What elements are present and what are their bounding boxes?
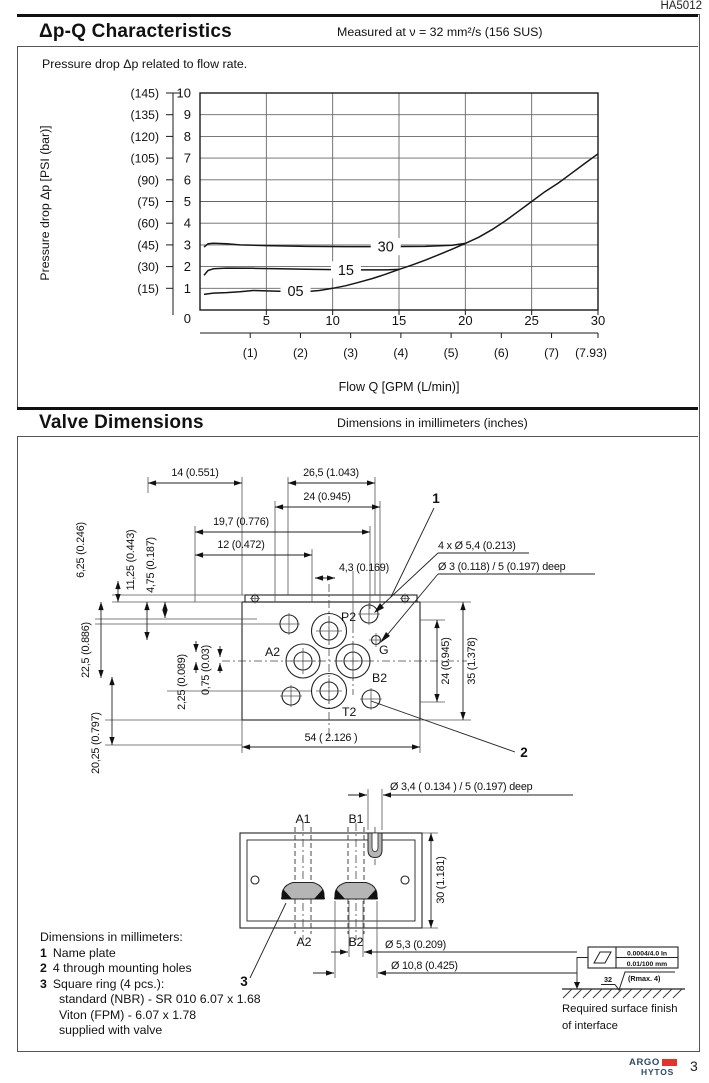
dim-26-5: 26,5 (1.043) (303, 467, 359, 479)
y-tick-psi-6: (90) (137, 173, 159, 188)
x-tick-lmin-20: 20 (458, 313, 473, 328)
port-b2-label: B2 (372, 671, 388, 685)
port-a2-circle (286, 644, 320, 678)
y-tick-bar-8: 8 (183, 128, 191, 144)
x-tick-lmin-25: 25 (524, 313, 539, 328)
y-tick-bar-2: 2 (183, 259, 191, 275)
side-view (240, 781, 577, 989)
port-t2-circle (312, 674, 347, 709)
section-header-valve (17, 407, 698, 437)
port-a1-label: A1 (295, 812, 311, 826)
x-tick-gpm-2: (2) (292, 346, 308, 360)
y-tick-bar-1: 1 (183, 280, 191, 296)
y-tick-bar-5: 5 (183, 194, 191, 209)
y-tick-psi-2: (30) (137, 260, 159, 275)
y-tick-bar-6: 6 (183, 172, 191, 188)
y-tick-bar-9: 9 (183, 107, 191, 123)
doc-code: HA5012 (660, 0, 702, 12)
dim-35: 35 (1.378) (466, 637, 478, 685)
y-tick-psi-5: (75) (137, 195, 159, 209)
x-tick-gpm-7: (7) (544, 346, 559, 360)
dim-6-25: 6,25 (0.246) (75, 522, 87, 578)
logo-text-argo: ARGO (629, 1057, 660, 1068)
dpq-measured-at: Measured at ν = 32 mm²/s (156 SUS) (337, 24, 543, 39)
callout-3: 3 (240, 974, 248, 989)
y-tick-psi-8: (120) (130, 129, 159, 144)
label-mounting-holes: 4 x Ø 5,4 (0.213) (438, 540, 516, 552)
valve-title: Valve Dimensions (39, 412, 204, 433)
dim-30: 30 (1.181) (435, 856, 447, 904)
x-tick-lmin-5: 5 (262, 313, 270, 328)
note-item-3: 3 Square ring (4 pcs.): (40, 976, 165, 991)
y-tick-psi-3: (45) (137, 238, 159, 253)
origin-label: 0 (183, 311, 191, 326)
y-tick-psi-4: (60) (137, 216, 159, 231)
curve-15 (204, 268, 399, 275)
note-item-3a: standard (NBR) - SR 010 6.07 x 1.68 (59, 992, 261, 1006)
port-p2-label: P2 (341, 610, 357, 624)
note-item-3b: Viton (FPM) - 6.07 x 1.78 (59, 1007, 197, 1022)
top-view (75, 467, 595, 774)
label-gauge-hole: Ø 3 (0.118) / 5 (0.197) deep (438, 561, 566, 573)
dim-5-3: Ø 5,3 (0.209) (385, 939, 447, 951)
surface-finish-spec (555, 944, 703, 1044)
x-tick-gpm-1: (1) (242, 346, 258, 360)
callout-1: 1 (432, 491, 440, 506)
note-item-1: 1 Name plate (40, 945, 116, 960)
roughness-value: 32 (604, 975, 612, 984)
note-item-3c: supplied with valve (59, 1023, 163, 1037)
x-tick-gpm-6: (6) (493, 346, 509, 360)
surface-row-in: 0.0004/4.0 In (626, 950, 668, 958)
callout-2: 2 (520, 745, 528, 760)
surface-row-mm: 0.01/100 mm (626, 961, 668, 968)
dim-0-75: 0,75 (0.03) (200, 644, 212, 696)
curve-05 (204, 154, 598, 295)
label-side-hole: Ø 3,4 ( 0.134 ) / 5 (0.197) deep (390, 781, 533, 793)
valve-subtitle: Dimensions in imillimeters (inches) (337, 416, 528, 430)
y-tick-bar-4: 4 (183, 215, 191, 231)
mounting-holes (278, 603, 382, 710)
dim-12: 12 (0.472) (217, 539, 265, 551)
surface-caption-1: Required surface finish (562, 1003, 678, 1015)
roughness-note: (Rmax. 4) (628, 974, 661, 983)
port-a2-label: A2 (265, 645, 281, 659)
dpq-chart (35, 85, 620, 400)
surface-caption-2: of interface (562, 1020, 618, 1032)
chart-intro: Pressure drop Δp related to flow rate. (42, 57, 248, 71)
y-tick-psi-10: (145) (130, 86, 159, 101)
curve-label-15: 15 (337, 262, 355, 279)
dim-2-25: 2,25 (0.089) (176, 654, 188, 710)
dim-20-25: 20,25 (0.797) (90, 712, 102, 774)
dim-10-8: Ø 10,8 (0.425) (391, 960, 458, 972)
dim-4-75: 4,75 (0.187) (145, 537, 157, 593)
logo-red-square (662, 1059, 677, 1067)
argo-hytos-logo (629, 1057, 679, 1077)
dim-24-right: 24 (0.945) (440, 637, 452, 685)
curve-label-30: 30 (377, 239, 394, 256)
port-b2-circle (336, 644, 370, 678)
y-tick-bar-10: 10 (176, 85, 191, 101)
notes-title: Dimensions in millimeters: (40, 930, 183, 944)
y-tick-psi-7: (105) (130, 151, 159, 166)
x-tick-gpm-4: (4) (393, 346, 409, 360)
x-tick-lmin-10: 10 (325, 313, 340, 328)
hatch-lines (563, 989, 682, 998)
y-tick-psi-1: (15) (137, 281, 159, 296)
logo-text-hytos: HYTOS (641, 1067, 675, 1077)
drawing-notes (40, 930, 261, 1039)
dim-54: 54 ( 2.126 ) (304, 732, 358, 744)
x-tick-lmin-30: 30 (590, 313, 606, 328)
dim-11-25: 11,25 (0.443) (125, 529, 137, 591)
port-b1-label: B1 (348, 812, 364, 826)
y-tick-bar-3: 3 (183, 237, 191, 253)
dim-24-top: 24 (0.945) (303, 491, 351, 503)
dim-22-5: 22,5 (0.886) (80, 622, 92, 678)
x-tick-gpm-5: (5) (443, 346, 459, 360)
chart-ylabel: Pressure drop Δp [PSI (bar)] (38, 125, 52, 281)
dim-14: 14 (0.551) (171, 467, 219, 479)
y-tick-bar-7: 7 (183, 150, 191, 166)
x-tick-lmin-15: 15 (391, 313, 407, 328)
curve-label-05: 05 (287, 284, 304, 301)
dim-19-7: 19,7 (0.776) (213, 516, 269, 528)
x-tick-gpm-7.93: (7.93) (575, 346, 607, 360)
x-tick-gpm-3: (3) (343, 346, 359, 360)
page-number: 3 (690, 1058, 698, 1074)
chart-xlabel: Flow Q [GPM (L/min)] (338, 380, 460, 394)
note-item-2: 2 4 through mounting holes (40, 961, 192, 975)
section-header-dpq (17, 14, 698, 47)
dim-4-3: 4,3 (0.169) (338, 562, 390, 574)
port-b2-side-label: B2 (348, 935, 364, 949)
port-g-label: G (379, 643, 389, 657)
y-tick-psi-9: (135) (130, 108, 159, 123)
port-a2-side-label: A2 (296, 935, 312, 949)
dpq-title: Δp-Q Characteristics (39, 20, 232, 42)
port-t2-label: T2 (342, 705, 357, 719)
